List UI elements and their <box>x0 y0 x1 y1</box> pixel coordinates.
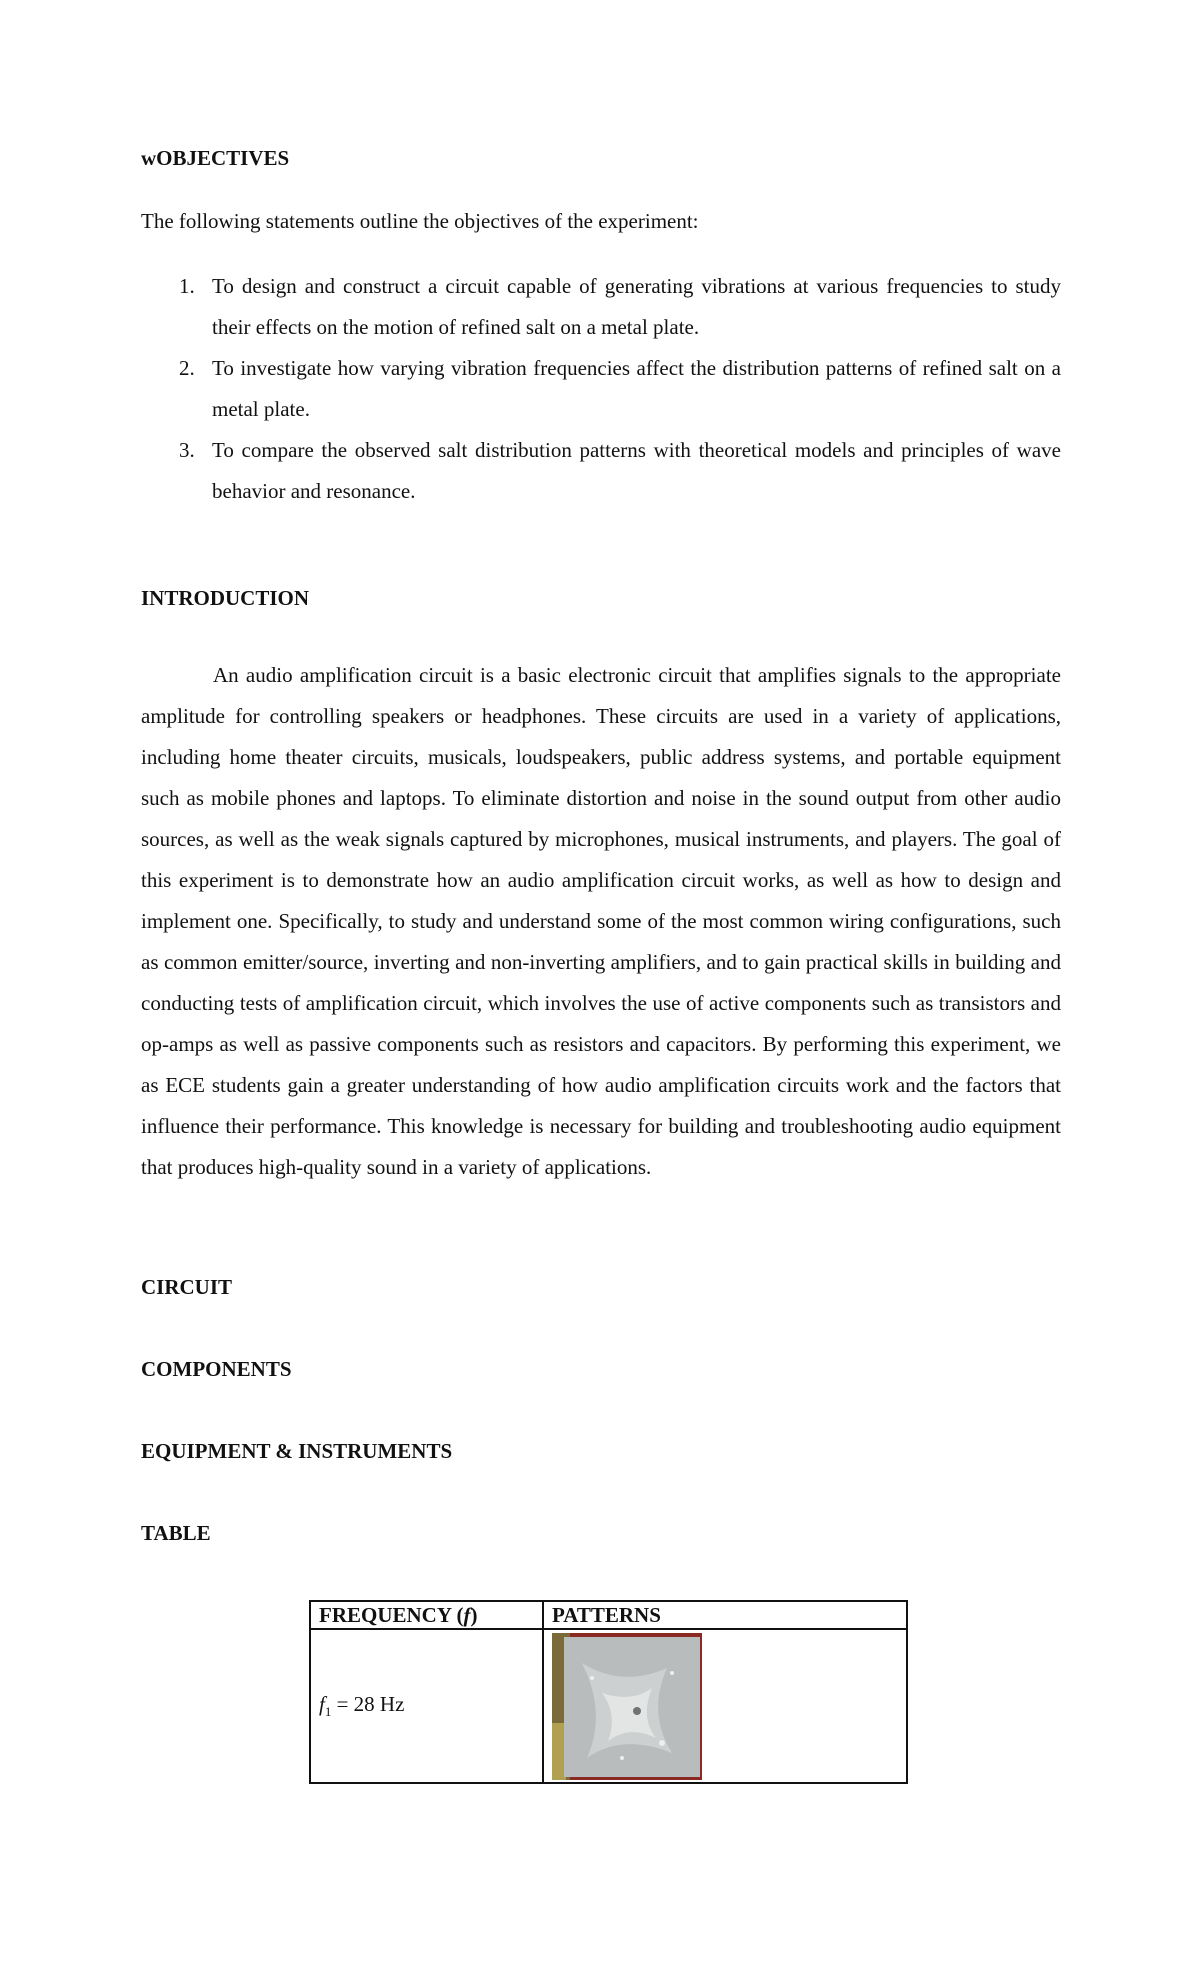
frequency-header-symbol: f <box>463 1602 471 1627</box>
frequency-value: = 28 Hz <box>331 1691 405 1716</box>
table-header-row <box>310 1601 907 1629</box>
objective-text: To design and construct a circuit capable of generating vibrations at various frequencies to study their effects on the motion of refined salt on a metal plate. <box>212 274 1061 339</box>
circuit-heading: CIRCUIT <box>141 1275 233 1299</box>
table-row <box>310 1629 907 1783</box>
objectives-list <box>141 266 1061 512</box>
equipment-heading: EQUIPMENT & INSTRUMENTS <box>141 1439 453 1463</box>
objective-number: 2. <box>179 356 195 380</box>
frequency-subscript: 1 <box>324 1704 332 1720</box>
objective-item <box>141 266 1061 348</box>
objective-number: 1. <box>179 274 195 298</box>
objective-text: To compare the observed salt distribution patterns with theoretical models and principles of wave behavior and resonance. <box>212 438 1061 503</box>
introduction-heading: INTRODUCTION <box>141 586 310 610</box>
objective-item <box>141 430 1061 512</box>
introduction-body: An audio amplification circuit is a basic electronic circuit that amplifies signals to the appropriate amplitude for controlling speakers or headphones. These circuits are used in a variety of applications, including home theater circuits, musicals, loudspeakers, public address systems, and portable equipment such as mobile phones and laptops. To eliminate distortion and noise in the sound output from other audio sources, as well as the weak signals captured by microphones, musical instruments, and players. The goal of this experiment is to demonstrate how an audio amplification circuit works, as well as how to design and implement one. Specifically, to study and understand some of the most common wiring configurations, such as common emitter/source, inverting and non-inverting amplifiers, and to gain practical skills in building and conducting tests of amplification circuit, which involves the use of active components such as transistors and op-amps as well as passive components such as resistors and capacitors. By performing this experiment, we as ECE students gain a greater understanding of how audio amplification circuits work and the factors that influence their performance. This knowledge is necessary for building and troubleshooting audio equipment that produces high-quality sound in a variety of applications. <box>141 663 1061 1179</box>
objective-item <box>141 348 1061 430</box>
patterns-column-header: PATTERNS <box>543 1601 907 1629</box>
frequency-header-text: FREQUENCY ( <box>319 1602 464 1627</box>
frequency-symbol: f <box>319 1691 325 1716</box>
table-heading: TABLE <box>141 1521 211 1545</box>
components-heading: COMPONENTS <box>141 1357 292 1381</box>
frequency-table <box>309 1600 908 1784</box>
salt-pattern-photo <box>552 1633 702 1780</box>
frequency-column-header <box>310 1601 543 1629</box>
frequency-header-close: ) <box>470 1602 478 1627</box>
objectives-heading: wOBJECTIVES <box>141 146 290 170</box>
objective-number: 3. <box>179 438 195 462</box>
frequency-cell <box>310 1629 543 1783</box>
pattern-cell <box>543 1629 907 1783</box>
objectives-lead: The following statements outline the objectives of the experiment: <box>141 209 699 233</box>
objective-text: To investigate how varying vibration frequencies affect the distribution patterns of refined salt on a metal plate. <box>212 356 1061 421</box>
